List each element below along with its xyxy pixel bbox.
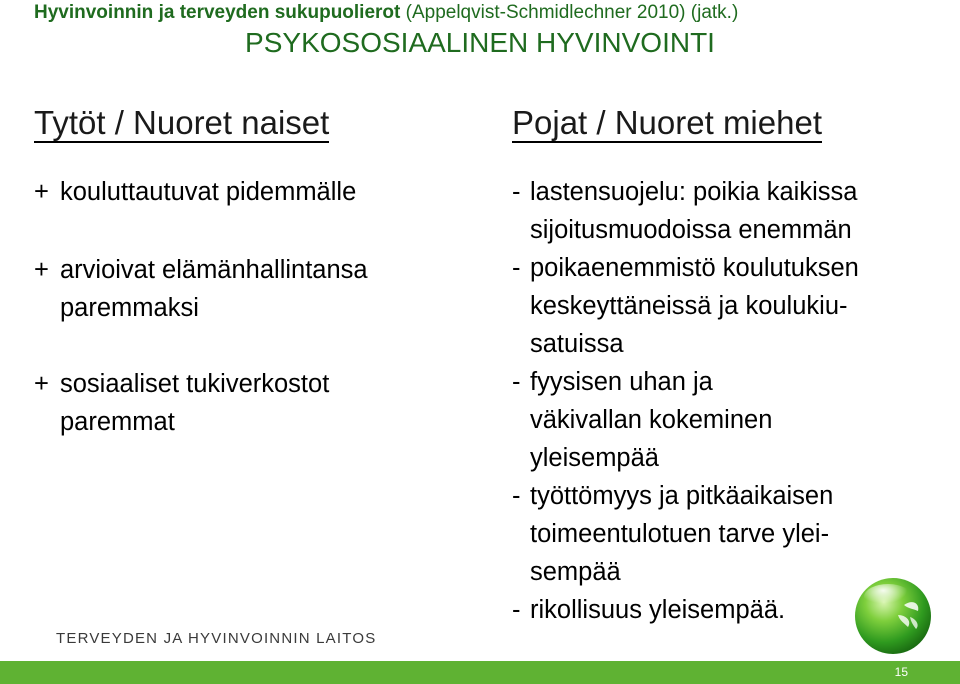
list-item-text: sempää bbox=[530, 558, 621, 586]
right-column-heading: Pojat / Nuoret miehet bbox=[512, 104, 822, 141]
right-column-list bbox=[512, 173, 952, 629]
list-item-text: rikollisuus yleisempää. bbox=[530, 596, 786, 624]
list-item bbox=[34, 173, 474, 211]
organization-logo-text: TERVEYDEN JA HYVINVOINNIN LAITOS bbox=[56, 630, 377, 647]
list-item bbox=[34, 365, 474, 441]
slide-title: PSYKOSOSIAALINEN HYVINVOINTI bbox=[245, 27, 715, 58]
list-item-text: kouluttautuvat pidemmälle bbox=[60, 178, 357, 206]
plus-marker: + bbox=[34, 178, 49, 206]
footer-bar bbox=[0, 661, 960, 684]
list-item-text: työttömyys ja pitkäaikaisen bbox=[530, 482, 834, 510]
list-item-text: keskeyttäneissä ja koulukiu- bbox=[530, 292, 848, 320]
dash-marker: - bbox=[512, 254, 521, 282]
left-column-list bbox=[34, 173, 474, 443]
list-item-text: lastensuojelu: poikia kaikissa bbox=[530, 178, 858, 206]
list-item-text: fyysisen uhan ja bbox=[530, 368, 713, 396]
dash-marker: - bbox=[512, 596, 521, 624]
green-sphere-leaf-icon bbox=[852, 575, 934, 657]
page-number: 15 bbox=[894, 665, 908, 679]
list-item-text: satuissa bbox=[530, 330, 624, 358]
list-item-text: paremmaksi bbox=[60, 294, 199, 322]
slide-header bbox=[34, 2, 738, 24]
list-item bbox=[512, 249, 952, 363]
list-item-text: sosiaaliset tukiverkostot bbox=[60, 370, 330, 398]
list-item bbox=[512, 477, 952, 591]
left-column-heading: Tytöt / Nuoret naiset bbox=[34, 104, 330, 141]
dash-marker: - bbox=[512, 482, 521, 510]
header-title-rest: (Appelqvist-Schmidlechner 2010) (jatk.) bbox=[400, 2, 739, 23]
list-item-text: toimeentulotuen tarve ylei- bbox=[530, 520, 830, 548]
list-item bbox=[512, 173, 952, 249]
list-item-text: paremmat bbox=[60, 408, 175, 436]
list-item-text: yleisempää bbox=[530, 444, 659, 472]
list-item-text: arvioivat elämänhallintansa bbox=[60, 256, 368, 284]
plus-marker: + bbox=[34, 256, 49, 284]
list-item-text: väkivallan kokeminen bbox=[530, 406, 773, 434]
plus-marker: + bbox=[34, 370, 49, 398]
list-item bbox=[34, 251, 474, 327]
dash-marker: - bbox=[512, 178, 521, 206]
list-item bbox=[512, 363, 952, 477]
dash-marker: - bbox=[512, 368, 521, 396]
header-title-bold: Hyvinvoinnin ja terveyden sukupuolierot bbox=[34, 2, 401, 23]
list-item-text: sijoitusmuodoissa enemmän bbox=[530, 216, 852, 244]
list-item-text: poikaenemmistö koulutuksen bbox=[530, 254, 859, 282]
